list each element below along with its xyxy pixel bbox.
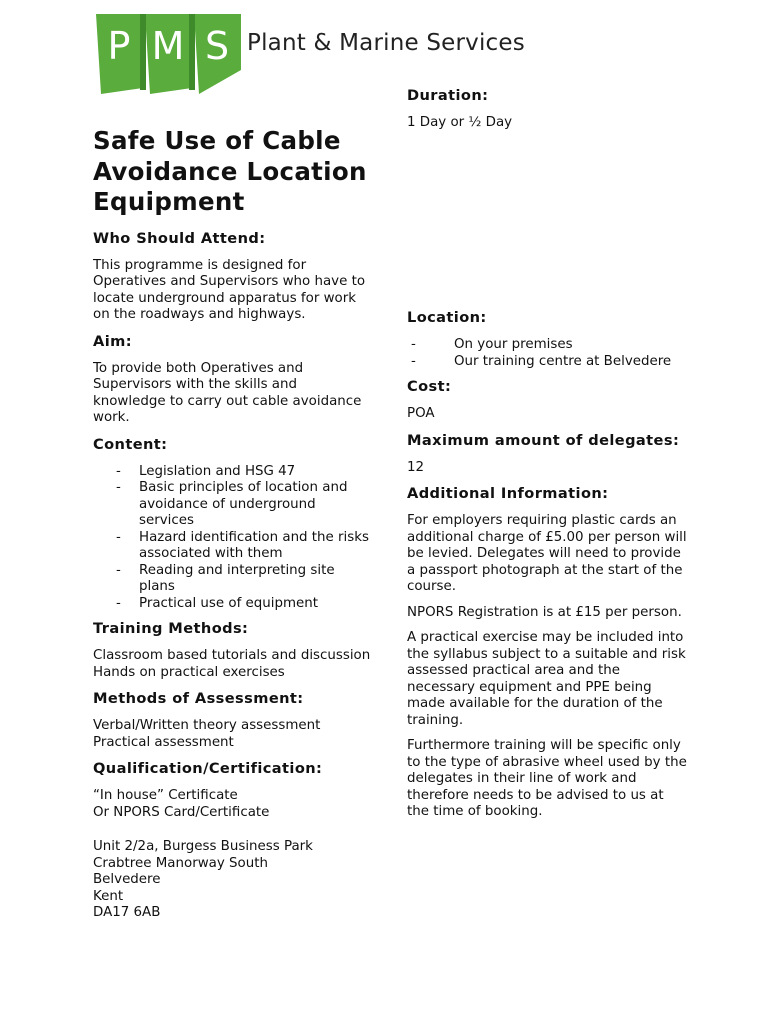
aim-text: To provide both Operatives and Supervisors with the skills and knowledge to carry out cable avoidance work.	[93, 360, 362, 425]
logo-letter: M	[151, 24, 185, 68]
methods-line: Hands on practical exercises	[93, 664, 285, 680]
delegates-text: 12	[407, 459, 425, 475]
right-column	[407, 309, 687, 830]
address-block	[93, 839, 373, 922]
assessment-line: Verbal/Written theory assessment	[93, 718, 321, 733]
address-line: DA17 6AB	[93, 905, 161, 920]
methods-line: Classroom based tutorials and discussion	[93, 648, 371, 663]
list-item: - Legislation and HSG 47	[93, 464, 373, 481]
list-item: - Hazard identification and the risks associated with them	[93, 530, 373, 563]
list-item: - Practical use of equipment	[93, 596, 373, 613]
address-line: Crabtree Manorway South	[93, 855, 268, 871]
pms-logo	[96, 14, 241, 98]
logo-stripe	[189, 14, 195, 90]
address-line: Kent	[93, 888, 124, 904]
qualification-heading: Qualification/Certification:	[93, 760, 323, 777]
list-item: - Our training centre at Belvedere	[407, 354, 687, 371]
additional-paragraph: For employers requiring plastic cards an additional charge of £5.00 per person will be levied. Delegates will need to provide a passport photograph at the start of the course.	[407, 513, 687, 594]
location-list	[407, 337, 687, 370]
who-heading: Who Should Attend:	[93, 229, 266, 247]
delegates-heading: Maximum amount of delegates:	[407, 431, 680, 449]
aim-heading: Aim:	[93, 332, 132, 350]
duration-text: 1 Day or ½ Day	[407, 115, 513, 130]
qualification-text	[93, 788, 373, 821]
duration-section	[407, 87, 687, 141]
list-item: - Reading and interpreting site plans	[93, 563, 373, 596]
brand-name: Plant & Marine Services	[247, 30, 525, 56]
assessment-text	[93, 718, 373, 751]
address-line: Belvedere	[93, 872, 161, 887]
cost-text: POA	[407, 406, 435, 421]
additional-paragraph: Furthermore training will be specific only to the type of abrasive wheel used by the delegates in their line of work and therefore needs to be advised to us at the time of booking.	[407, 738, 687, 819]
methods-heading: Training Methods:	[93, 620, 249, 637]
assessment-line: Practical assessment	[93, 734, 234, 750]
methods-text	[93, 648, 373, 681]
left-column	[93, 126, 373, 931]
additional-paragraph: NPORS Registration is at £15 per person.	[407, 604, 682, 620]
additional-heading: Additional Information:	[407, 485, 609, 502]
logo-letter: S	[204, 24, 230, 68]
qualification-line: “In house” Certificate	[93, 788, 238, 803]
course-title: Safe Use of Cable Avoidance Location Equipment	[93, 126, 367, 216]
location-heading: Location:	[407, 309, 487, 326]
duration-heading: Duration:	[407, 87, 489, 104]
logo-letter: P	[107, 24, 131, 68]
list-item: - On your premises	[407, 337, 687, 354]
qualification-line: Or NPORS Card/Certificate	[93, 804, 270, 820]
additional-paragraph: A practical exercise may be included into the syllabus subject to a suitable and risk assessed practical area and the necessary equipment and PPE being made available for the duration of the training.	[407, 630, 686, 728]
content-list	[93, 464, 373, 613]
logo-stripe	[140, 14, 146, 90]
who-text: This programme is designed for Operatives and Supervisors who have to locate underground apparatus for work on the roadways and highways.	[93, 257, 366, 322]
cost-heading: Cost:	[407, 378, 452, 395]
content-heading: Content:	[93, 435, 168, 453]
list-item: - Basic principles of location and avoidance of underground services	[93, 480, 373, 530]
address-line: Unit 2/2a, Burgess Business Park	[93, 839, 313, 854]
assessment-heading: Methods of Assessment:	[93, 690, 304, 707]
